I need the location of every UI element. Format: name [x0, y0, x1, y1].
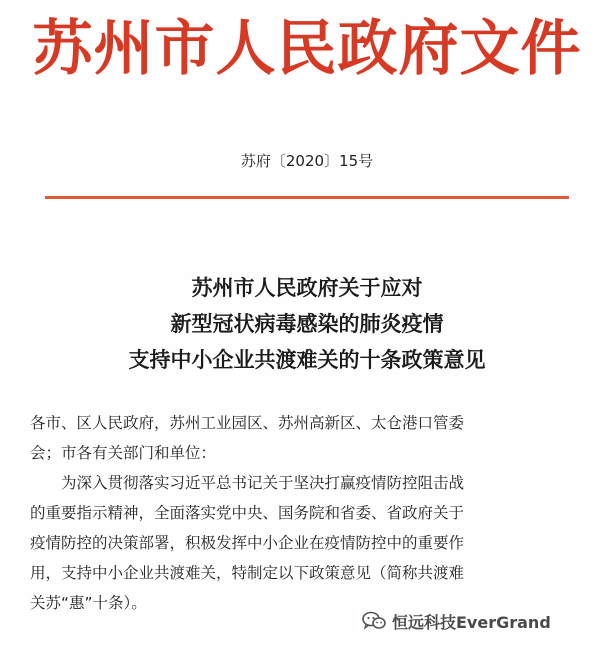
- body-line-addressee-2: 会；市各有关部门和单位：: [30, 444, 217, 462]
- watermark: [356, 607, 557, 635]
- title-line-1: 苏州市人民政府关于应对: [191, 276, 423, 300]
- red-divider-line: [45, 196, 569, 199]
- body-line-paragraph-5: 关苏“惠”十条）。: [30, 594, 147, 612]
- document-masthead: 苏州市人民政府文件: [32, 14, 582, 84]
- body-line-paragraph-3: 疫情防控的决策部署，积极发挥中小企业在疫情防控中的重要作: [30, 534, 465, 552]
- watermark-text: 恒远科技EverGrand: [392, 612, 551, 632]
- body-line-addressee-1: 各市、区人民政府，苏州工业园区、苏州高新区、太仓港口管委: [30, 414, 465, 432]
- title-line-3: 支持中小企业共渡难关的十条政策意见: [128, 348, 486, 372]
- body-line-paragraph-2: 的重要指示精神，全面落实党中央、国务院和省委、省政府关于: [30, 504, 465, 522]
- document-number: 苏府〔2020〕15号: [240, 152, 374, 170]
- document-title: [0, 270, 614, 378]
- document-body: [30, 408, 590, 618]
- body-line-paragraph-4: 用，支持中小企业共渡难关，特制定以下政策意见（简称共渡难: [30, 564, 465, 582]
- title-line-2: 新型冠状病毒感染的肺炎疫情: [170, 312, 444, 336]
- wechat-icon: [362, 611, 386, 631]
- body-line-paragraph-1: 为深入贯彻落实习近平总书记关于坚决打赢疫情防控阻击战: [61, 474, 465, 492]
